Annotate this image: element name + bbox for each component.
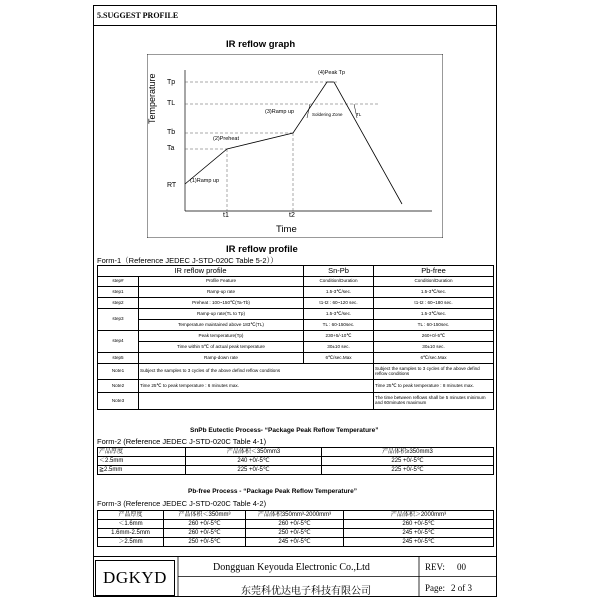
table-row: [98, 448, 494, 457]
table-cell: 245 +0/-5℃: [246, 538, 344, 547]
table-row: [98, 364, 494, 380]
table-cell: 250 +0/-5℃: [164, 538, 246, 547]
document-footer: [93, 556, 497, 597]
form1-subheader-row: [98, 277, 494, 287]
reflow-graph: [147, 54, 443, 238]
graph-title: IR reflow graph: [226, 39, 296, 50]
table-cell: 245 +0/-5℃: [344, 529, 494, 538]
table-row: [98, 529, 494, 538]
table-cell: t1-t2 : 60~120 sec.: [304, 298, 374, 309]
form1-header-cell: Sn-Pb: [304, 266, 374, 277]
table-cell: 产品体积≥350mm3: [322, 448, 494, 457]
form1-header-cell: Pb-free: [374, 266, 494, 277]
table-cell: 产品体积＜350mm³: [164, 511, 246, 520]
table-row: [98, 511, 494, 520]
table-cell: step1: [98, 287, 139, 298]
table-cell: ＜2.5mm: [98, 457, 186, 466]
table-cell: TL : 60-150sec.: [304, 320, 374, 331]
page-number: 2 of 3: [451, 583, 472, 593]
y-axis-label: Temperature: [147, 73, 157, 124]
table-cell: 225 +0/-5℃: [322, 457, 494, 466]
annotation-ramp-up-3: (3)Ramp up: [265, 109, 295, 115]
page-label: Page:: [425, 583, 445, 593]
table-cell: ≧2.5mm: [98, 466, 186, 475]
form3-table: [97, 510, 494, 547]
table-cell: 产品体积＞2000mm³: [344, 511, 494, 520]
table-cell: 260 +0/-5℃: [344, 520, 494, 529]
y-tick-tb: Tb: [167, 129, 176, 136]
table-row: [98, 342, 494, 353]
table-cell: 1.5-3℃/sec.: [374, 287, 494, 298]
table-cell: step5: [98, 353, 139, 364]
table-cell: Preheat : 100~150℃(Ta-Tb): [139, 298, 304, 309]
section-title: 5.SUGGEST PROFILE: [97, 11, 179, 20]
form1-table: [97, 265, 494, 410]
table-cell: ＜1.6mm: [98, 520, 164, 529]
table-cell: 250 +0/-5℃: [246, 529, 344, 538]
table-cell: Note1: [98, 364, 139, 380]
table-row: [98, 520, 494, 529]
table-cell: Time within 5℃ of actual peak temperature: [139, 342, 304, 353]
x-tick-t2: t2: [289, 212, 295, 219]
table-cell: Ramp-up rate(TL to Tp): [139, 309, 304, 320]
table-cell: 30±10 sec.: [374, 342, 494, 353]
table-cell: Peak temperature(Tp): [139, 331, 304, 342]
table-row: [98, 393, 494, 410]
table-cell: step4: [98, 331, 139, 353]
table-cell: [139, 393, 374, 410]
table-cell: 产品体积＜350mm3: [186, 448, 322, 457]
table-cell: 1.5-3℃/sec.: [304, 309, 374, 320]
table-cell: step3: [98, 309, 139, 331]
form3-label: Form-3 (Reference JEDEC J-STD-020C Table 4-2): [97, 499, 267, 508]
company-name-en: Dongguan Keyouda Electronic Co.,Ltd: [213, 562, 370, 573]
company-logo: DGKYD: [95, 560, 175, 596]
table-row: [98, 331, 494, 342]
table-cell: TL : 60-150sec.: [374, 320, 494, 331]
table-cell: The time between reflows shall be 5 minutes minimum and 60minutes maximum: [374, 393, 494, 410]
table-cell: 产品体积350mm³-2000mm³: [246, 511, 344, 520]
table-row: [98, 466, 494, 475]
table-cell: 260 +0/-5℃: [246, 520, 344, 529]
table-cell: Time 25℃ to peak temperature : 6 minutes max.: [139, 380, 374, 393]
table-cell: 6℃/sec.Max: [374, 353, 494, 364]
annotation-tl: TL: [356, 112, 362, 117]
form2-table: [97, 447, 494, 475]
table-cell: ＞2.5mm: [98, 538, 164, 547]
form2-label: Form-2 (Reference JEDEC J-STD-020C Table 4-1): [97, 437, 267, 446]
form1-header-cell: IR reflow profile: [98, 266, 304, 277]
y-tick-rt: RT: [167, 182, 177, 189]
table-row: [98, 353, 494, 364]
y-tick-tp: Tp: [167, 79, 176, 86]
table-cell: Note3: [98, 393, 139, 410]
table-row: [98, 538, 494, 547]
table-cell: 225 +0/-5℃: [186, 466, 322, 475]
table-cell: Note2: [98, 380, 139, 393]
table-row: [98, 380, 494, 393]
table-cell: Subject the samples to 3 cycles of the above defind reflow conditions: [139, 364, 374, 380]
table-cell: Profile Feature: [139, 277, 304, 287]
table-cell: 240 +0/-5℃: [186, 457, 322, 466]
company-name-cn: 东莞科优达电子科技有限公司: [241, 586, 371, 597]
annotation-soldering-zone: Soldering Zone: [312, 112, 343, 117]
table-cell: Subject the samples to 3 cycles of the above defind reflow conditions: [374, 364, 494, 380]
table-row: [98, 457, 494, 466]
annotation-ramp-up-1: (1)Ramp up: [190, 178, 220, 184]
table-cell: 245 +0/-5℃: [344, 538, 494, 547]
annotation-preheat: (2)Preheat: [213, 136, 239, 142]
y-tick-tl: TL: [167, 100, 176, 107]
table-cell: 6℃/sec.Max: [304, 353, 374, 364]
table-row: [98, 320, 494, 331]
table-row: [98, 287, 494, 298]
table-cell: Time 25℃ to peak temperature : 8 minutes max.: [374, 380, 494, 393]
table-cell: 1.6mm-2.5mm: [98, 529, 164, 538]
form1-label: Form-1（Reference JEDEC J-STD-020C Table 5-2））: [97, 256, 278, 265]
rev-label: REV:: [425, 562, 445, 572]
table-cell: 230+5/-10℃: [304, 331, 374, 342]
profile-title: IR reflow profile: [226, 244, 298, 255]
reference-lines: [185, 82, 379, 211]
table-cell: Condition/Duration: [374, 277, 494, 287]
table-cell: 30±10 sec.: [304, 342, 374, 353]
table-cell: step#: [98, 277, 139, 287]
table-row: [98, 298, 494, 309]
form1-header-row: [98, 266, 494, 277]
reflow-curve: [185, 82, 402, 204]
table-cell: 225 +0/-5℃: [322, 466, 494, 475]
table-row: [98, 309, 494, 320]
table-cell: 产品厚度: [98, 448, 186, 457]
table-cell: Condition/Duration: [304, 277, 374, 287]
table-cell: 260 +0/-5℃: [164, 529, 246, 538]
table-cell: step2: [98, 298, 139, 309]
table-cell: 产品厚度: [98, 511, 164, 520]
table-cell: Temperature maintained above 183℃(TL): [139, 320, 304, 331]
x-tick-t1: t1: [223, 212, 229, 219]
section-divider: [93, 25, 497, 26]
table-cell: 1.5-3℃/sec.: [304, 287, 374, 298]
snpb-process-title: SnPb Eutectic Process- “Package Peak Reflow Temperature”: [190, 427, 379, 434]
table-cell: 260+0/-5℃: [374, 331, 494, 342]
x-axis-label: Time: [276, 224, 297, 235]
y-tick-ta: Ta: [167, 145, 175, 152]
table-cell: 260 +0/-5℃: [164, 520, 246, 529]
table-cell: 1.5-3℃/sec.: [374, 309, 494, 320]
rev-value: 00: [457, 562, 466, 572]
pbfree-process-title: Pb-free Process - “Package Peak Reflow Temperature”: [188, 488, 357, 495]
graph-border: [147, 54, 443, 238]
table-cell: Ramp-down rate: [139, 353, 304, 364]
table-cell: t1-t2 : 60~180 sec.: [374, 298, 494, 309]
table-cell: Ramp-up rate: [139, 287, 304, 298]
annotation-peak: (4)Peak Tp: [318, 70, 346, 76]
